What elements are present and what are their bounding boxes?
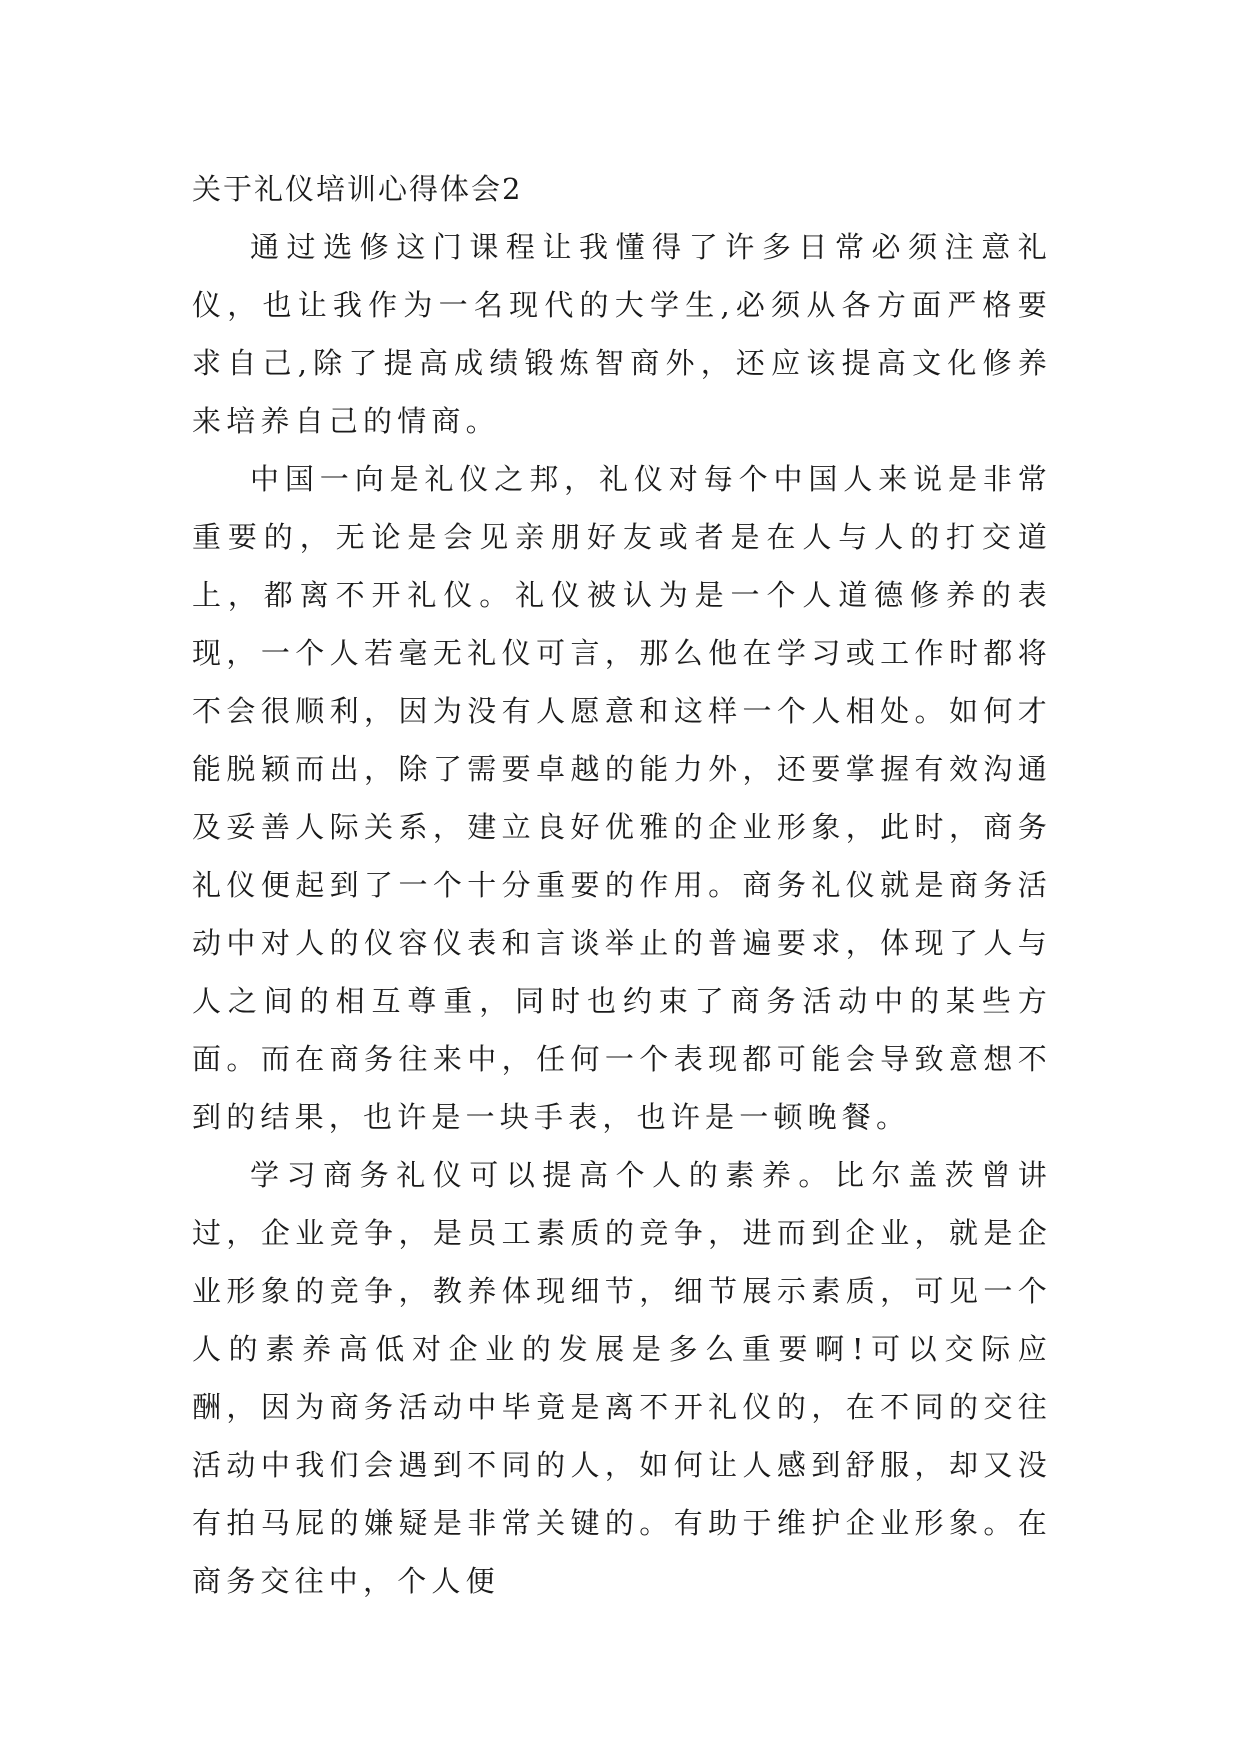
document-page <box>192 160 1052 1610</box>
paragraph-1: 通过选修这门课程让我懂得了许多日常必须注意礼仪，也让我作为一名现代的大学生,必须从各方面严格要求自己,除了提高成绩锻炼智商外，还应该提高文化修养来培养自己的情商。 <box>192 230 1052 438</box>
paragraph-3: 学习商务礼仪可以提高个人的素养。比尔盖茨曾讲过，企业竞争，是员工素质的竞争，进而到企业，就是企业形象的竞争，教养体现细节，细节展示素质，可见一个人的素养高低对企业的发展是多么重要啊!可以交际应酬，因为商务活动中毕竟是离不开礼仪的，在不同的交往活动中我们会遇到不同的人，如何让人感到舒服，却又没有拍马屁的嫌疑是非常关键的。有助于维护企业形象。在商务交往中，个人便 <box>192 1158 1052 1598</box>
paragraph-2: 中国一向是礼仪之邦，礼仪对每个中国人来说是非常重要的，无论是会见亲朋好友或者是在人与人的打交道上，都离不开礼仪。礼仪被认为是一个人道德修养的表现，一个人若毫无礼仪可言，那么他在学习或工作时都将不会很顺利，因为没有人愿意和这样一个人相处。如何才能脱颖而出，除了需要卓越的能力外，还要掌握有效沟通及妥善人际关系，建立良好优雅的企业形象，此时，商务礼仪便起到了一个十分重要的作用。商务礼仪就是商务活动中对人的仪容仪表和言谈举止的普遍要求，体现了人与人之间的相互尊重，同时也约束了商务活动中的某些方面。而在商务往来中，任何一个表现都可能会导致意想不到的结果，也许是一块手表，也许是一顿晚餐。 <box>192 462 1052 1134</box>
document-title: 关于礼仪培训心得体会2 <box>192 172 523 206</box>
